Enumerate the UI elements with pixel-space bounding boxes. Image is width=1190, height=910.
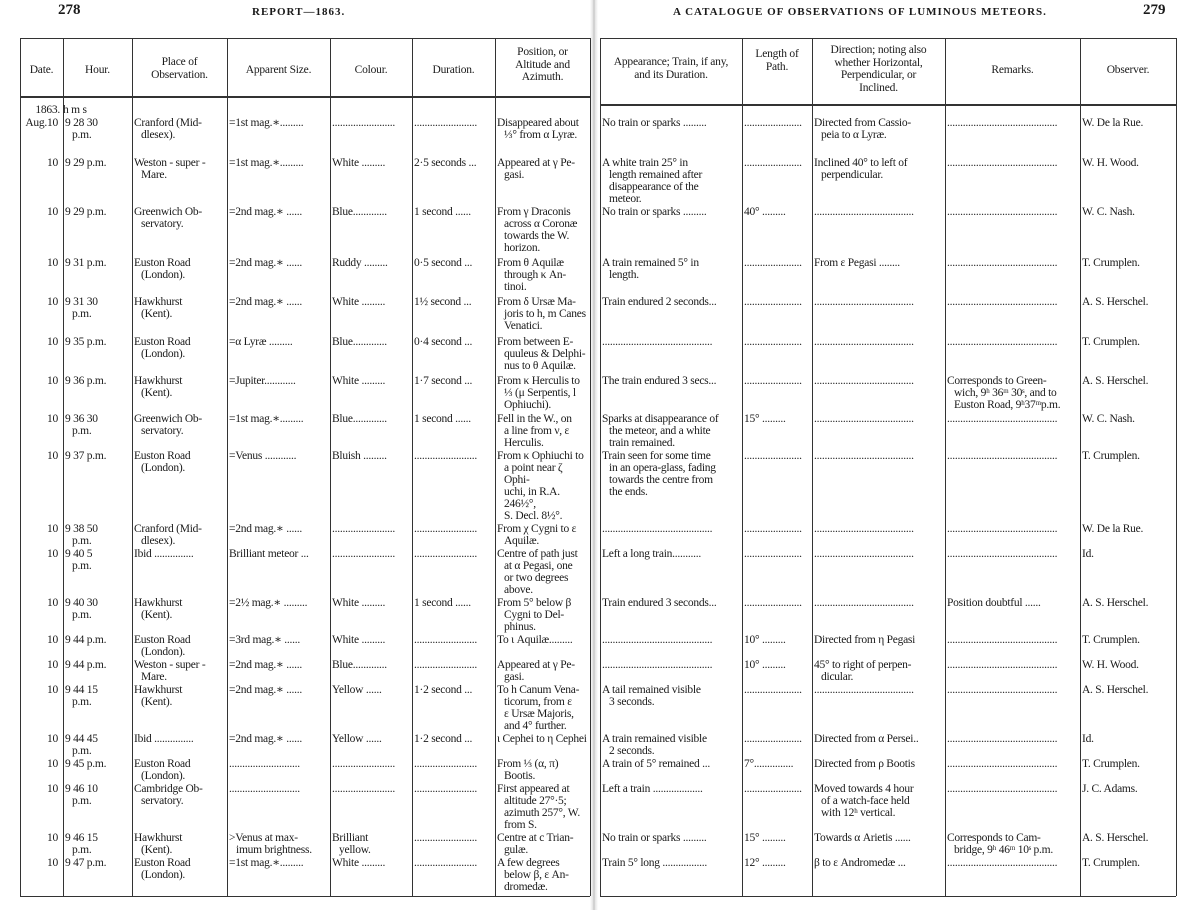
row-3-size: =2nd mag.∗ ...... [229,206,302,218]
header-rule [20,96,590,98]
column-rule [495,38,496,896]
row-9-hour: 9 37 p.m. [65,450,107,462]
row-7-date: 10 [47,375,58,387]
row-18-appearance: Left a train ................... [602,783,703,795]
row-10-hour: 9 38 50 p.m. [65,523,98,547]
header-duration: Duration. [432,64,475,76]
row-15-direction: ...................................... [814,684,914,696]
row-10-direction: ...................................... [814,523,914,535]
row-17-place: Euston Road (London). [134,758,191,782]
row-11-date: 10 [47,548,58,560]
row-8-length: 15° ......... [744,413,786,425]
row-14-remarks: .......................................... [947,659,1058,671]
row-10-size: =2nd mag.∗ ...... [229,523,302,535]
row-12-hour: 9 40 30 p.m. [65,597,98,621]
row-4-remarks: .......................................... [947,257,1058,269]
header-direction: Direction; noting also whether Horizontal, Perpendicular, or Inclined. [830,44,927,94]
row-5-colour: White ......... [332,296,386,308]
row-12-appearance: Train endured 3 seconds... [602,597,717,609]
row-18-direction: Moved towards 4 hour of a watch-face held with 12ʰ vertical. [814,783,914,819]
page-gutter [590,0,598,910]
row-12-remarks: Position doubtful ...... [947,597,1041,609]
row-6-hour: 9 35 p.m. [65,336,107,348]
row-19-appearance: No train or sparks ......... [602,832,707,844]
table-bottom-rule [20,896,590,897]
row-10-appearance: .......................................... [602,523,713,535]
row-10-position: From χ Cygni to ε Aquilæ. [497,523,577,547]
row-18-length: ...................... [744,783,802,795]
row-4-size: =2nd mag.∗ ...... [229,257,302,269]
row-18-remarks: .......................................... [947,783,1058,795]
row-10-duration: ........................ [414,523,477,535]
row-20-duration: ........................ [414,857,477,869]
column-rule [812,38,813,896]
row-7-appearance: The train endured 3 secs... [602,375,717,387]
row-4-date: 10 [47,257,58,269]
row-13-place: Euston Road (London). [134,634,191,658]
row-1-hour: 9 28 30 p.m. [65,117,98,141]
row-4-observer: T. Crumplen. [1082,257,1140,269]
column-rule [330,38,331,896]
column-rule [63,38,64,896]
row-4-duration: 0·5 second ... [414,257,473,269]
row-15-duration: 1·2 second ... [414,684,473,696]
row-8-observer: W. C. Nash. [1082,413,1135,425]
row-1-duration: ........................ [414,117,477,129]
row-12-place: Hawkhurst (Kent). [134,597,183,621]
row-16-direction: Directed from α Persei.. [814,733,919,745]
row-11-place: Ibid ............... [134,548,194,560]
row-19-size: >Venus at max- imum brightness. [229,832,312,856]
page-number: 279 [1143,2,1166,18]
row-20-remarks: .......................................... [947,857,1058,869]
row-9-colour: Bluish ......... [332,450,387,462]
row-2-length: ...................... [744,157,802,169]
row-19-duration: ........................ [414,832,477,844]
row-9-appearance: Train seen for some time in an opera-glass, fading towards the centre from the ends. [602,450,716,498]
row-2-place: Weston - super - Mare. [134,157,206,181]
row-17-duration: ........................ [414,758,477,770]
row-6-date: 10 [47,336,58,348]
row-14-appearance: .......................................... [602,659,713,671]
row-18-duration: ........................ [414,783,477,795]
row-16-appearance: A train remained visible 2 seconds. [602,733,707,757]
header-colour: Colour. [354,64,388,76]
row-15-hour: 9 44 15 p.m. [65,684,98,708]
header-position: Position, or Altitude and Azimuth. [515,46,570,83]
row-3-hour: 9 29 p.m. [65,206,107,218]
row-16-size: =2nd mag.∗ ...... [229,733,302,745]
header-date: Date. [29,64,54,76]
row-5-position: From δ Ursæ Ma- joris to h, m Canes Venatici. [497,296,586,332]
row-20-size: =1st mag.∗......... [229,857,304,869]
row-17-hour: 9 45 p.m. [65,758,107,770]
row-12-size: =2½ mag.∗ ......... [229,597,308,609]
row-20-observer: T. Crumplen. [1082,857,1140,869]
row-13-observer: T. Crumplen. [1082,634,1140,646]
row-20-length: 12° ......... [744,857,786,869]
column-rule [945,38,946,896]
row-18-observer: J. C. Adams. [1082,783,1138,795]
row-16-observer: Id. [1082,733,1094,745]
row-17-colour: ........................ [332,758,395,770]
row-12-position: From 5° below β Cygni to Del- phinus. [497,597,572,633]
row-15-observer: A. S. Herschel. [1082,684,1149,696]
row-13-length: 10° ......... [744,634,786,646]
row-15-position: To h Canum Vena- ticorum, from ε ε Ursæ Majoris, and 4° further. [497,684,580,732]
row-13-date: 10 [47,634,58,646]
row-15-place: Hawkhurst (Kent). [134,684,183,708]
row-11-duration: ........................ [414,548,477,560]
row-10-length: ...................... [744,523,802,535]
row-11-colour: ........................ [332,548,395,560]
row-10-observer: W. De la Rue. [1082,523,1144,535]
row-12-direction: ...................................... [814,597,914,609]
row-9-remarks: .......................................... [947,450,1058,462]
row-19-date: 10 [47,832,58,844]
row-6-remarks: .......................................... [947,336,1058,348]
row-13-position: To ι Aquilæ......... [497,634,573,646]
column-rule [412,38,413,896]
header-size: Apparent Size. [245,64,312,76]
row-6-duration: 0·4 second ... [414,336,473,348]
row-13-hour: 9 44 p.m. [65,634,107,646]
row-3-colour: Blue............. [332,206,387,218]
row-17-date: 10 [47,758,58,770]
running-head: A CATALOGUE OF OBSERVATIONS OF LUMINOUS METEORS. [673,6,1047,18]
row-7-place: Hawkhurst (Kent). [134,375,183,399]
row-2-appearance: A white train 25° in length remained after disappearance of the meteor. [602,157,703,205]
row-1-place: Cranford (Mid- dlesex). [134,117,202,141]
row-13-duration: ........................ [414,634,477,646]
row-18-hour: 9 46 10 p.m. [65,783,98,807]
row-2-duration: 2·5 seconds ... [414,157,477,169]
row-7-observer: A. S. Herschel. [1082,375,1149,387]
row-7-direction: ...................................... [814,375,914,387]
row-8-hour: 9 36 30 p.m. [65,413,98,437]
row-17-observer: T. Crumplen. [1082,758,1140,770]
row-4-appearance: A train remained 5° in length. [602,257,699,281]
row-15-remarks: .......................................... [947,684,1058,696]
row-8-appearance: Sparks at disappearance of the meteor, and a white train remained. [602,413,719,449]
row-4-direction: From ε Pegasi ........ [814,257,900,269]
table-top-rule [600,38,1176,39]
row-15-colour: Yellow ...... [332,684,382,696]
header-hour: Hour. [85,64,110,76]
table-bottom-rule [600,896,1176,897]
row-7-length: ...................... [744,375,802,387]
row-20-place: Euston Road (London). [134,857,191,881]
row-16-position: ι Cephei to η Cephei [497,733,587,745]
row-6-direction: ...................................... [814,336,914,348]
row-15-appearance: A tail remained visible 3 seconds. [602,684,701,708]
row-19-length: 15° ......... [744,832,786,844]
row-14-duration: ........................ [414,659,477,671]
row-10-place: Cranford (Mid- dlesex). [134,523,202,547]
row-8-remarks: .......................................... [947,413,1058,425]
row-2-remarks: .......................................... [947,157,1058,169]
row-16-date: 10 [47,733,58,745]
row-20-position: A few degrees below β, ε An- dromedæ. [497,857,569,893]
row-5-observer: A. S. Herschel. [1082,296,1149,308]
row-1-direction: Directed from Cassio- peia to α Lyræ. [814,117,911,141]
row-4-colour: Ruddy ......... [332,257,388,269]
row-17-length: 7°............... [744,758,794,770]
row-5-hour: 9 31 30 p.m. [65,296,98,320]
row-15-size: =2nd mag.∗ ...... [229,684,302,696]
row-18-colour: ........................ [332,783,395,795]
row-16-length: ...................... [744,733,802,745]
row-7-remarks: Corresponds to Green- wich, 9ʰ 36ᵐ 30ˢ, and to Euston Road, 9ʰ37ᵐp.m. [947,375,1061,411]
row-14-length: 10° ......... [744,659,786,671]
row-18-size: ........................... [229,783,300,795]
row-3-place: Greenwich Ob- servatory. [134,206,202,230]
row-2-date: 10 [47,157,58,169]
header-rule [600,104,1176,106]
row-8-place: Greenwich Ob- servatory. [134,413,202,437]
row-4-length: ...................... [744,257,802,269]
row-9-direction: ...................................... [814,450,914,462]
row-14-size: =2nd mag.∗ ...... [229,659,302,671]
row-9-position: From κ Ophiuchi to a point near ζ Ophi- uchi, in R.A. 246½°, S. Decl. 8½°. [497,450,584,522]
row-8-duration: 1 second ...... [414,413,471,425]
row-8-date: 10 [47,413,58,425]
row-1-colour: ........................ [332,117,395,129]
row-5-date: 10 [47,296,58,308]
row-19-colour: Brilliant yellow. [332,832,371,856]
row-19-direction: Towards α Arietis ...... [814,832,911,844]
row-6-position: From between E- quuleus & Delphi- nus to θ Aquilæ. [497,336,586,372]
row-13-size: =3rd mag.∗ ...... [229,634,301,646]
row-20-date: 10 [47,857,58,869]
row-6-length: ...................... [744,336,802,348]
year-label: 1863. [35,104,60,116]
row-3-length: 40° ......... [744,206,786,218]
row-3-position: From γ Draconis across α Coronæ towards the W. horizon. [497,206,578,254]
header-length: Length of Path. [755,48,799,73]
hms-label: h m s [63,104,87,116]
row-15-length: ...................... [744,684,802,696]
row-3-direction: ...................................... [814,206,914,218]
row-2-size: =1st mag.∗......... [229,157,304,169]
header-appearance: Appearance; Train, if any, and its Duration. [613,56,729,81]
column-rule [600,38,601,896]
table-top-rule [20,38,590,39]
column-rule [20,38,21,896]
row-11-position: Centre of path just at α Pegasi, one or two degrees above. [497,548,578,596]
row-10-colour: ........................ [332,523,395,535]
row-8-position: Fell in the W., on a line from ν, ε Herculis. [497,413,572,449]
row-3-appearance: No train or sparks ......... [602,206,707,218]
row-12-duration: 1 second ...... [414,597,471,609]
row-2-direction: Inclined 40° to left of perpendicular. [814,157,908,181]
row-13-appearance: .......................................... [602,634,713,646]
column-rule [227,38,228,896]
row-7-position: From κ Herculis to ⅓ (μ Serpentis, l Ophiuchi). [497,375,580,411]
row-2-position: Appeared at γ Pe- gasi. [497,157,575,181]
row-1-remarks: .......................................... [947,117,1058,129]
row-3-remarks: .......................................... [947,206,1058,218]
row-18-place: Cambridge Ob- servatory. [134,783,203,807]
row-14-position: Appeared at γ Pe- gasi. [497,659,575,683]
row-5-place: Hawkhurst (Kent). [134,296,183,320]
row-1-date: Aug.10 [25,117,58,129]
row-5-direction: ...................................... [814,296,914,308]
row-1-size: =1st mag.∗......... [229,117,304,129]
row-3-duration: 1 second ...... [414,206,471,218]
row-9-size: =Venus ............ [229,450,297,462]
row-11-remarks: .......................................... [947,548,1058,560]
column-rule [132,38,133,896]
row-19-remarks: Corresponds to Cam- bridge, 9ʰ 46ᵐ 10ˢ p.m. [947,832,1053,856]
row-20-hour: 9 47 p.m. [65,857,107,869]
row-1-position: Disappeared about ⅓° from α Lyræ. [497,117,579,141]
row-1-appearance: No train or sparks ......... [602,117,707,129]
row-6-place: Euston Road (London). [134,336,191,360]
row-16-remarks: .......................................... [947,733,1058,745]
row-7-hour: 9 36 p.m. [65,375,107,387]
row-10-remarks: .......................................... [947,523,1058,535]
row-8-colour: Blue............. [332,413,387,425]
row-6-appearance: .......................................... [602,336,713,348]
row-12-length: ...................... [744,597,802,609]
row-17-size: ........................... [229,758,300,770]
row-3-date: 10 [47,206,58,218]
row-2-observer: W. H. Wood. [1082,157,1139,169]
row-11-hour: 9 40 5 p.m. [65,548,93,572]
row-5-appearance: Train endured 2 seconds... [602,296,717,308]
row-17-remarks: .......................................... [947,758,1058,770]
row-12-date: 10 [47,597,58,609]
row-2-hour: 9 29 p.m. [65,157,107,169]
column-rule [590,38,591,896]
row-13-remarks: .......................................... [947,634,1058,646]
row-20-colour: White ......... [332,857,386,869]
row-19-place: Hawkhurst (Kent). [134,832,183,856]
row-5-remarks: .......................................... [947,296,1058,308]
row-1-observer: W. De la Rue. [1082,117,1144,129]
row-11-observer: Id. [1082,548,1094,560]
row-8-direction: ...................................... [814,413,914,425]
row-14-colour: Blue............. [332,659,387,671]
row-5-duration: 1½ second ... [414,296,472,308]
row-4-place: Euston Road (London). [134,257,191,281]
row-12-observer: A. S. Herschel. [1082,597,1149,609]
column-rule [742,38,743,896]
row-1-length: ...................... [744,117,802,129]
row-11-size: Brilliant meteor ... [229,548,309,560]
page-number: 278 [58,2,81,18]
header-observer: Observer. [1106,64,1150,76]
row-14-place: Weston - super - Mare. [134,659,206,683]
row-10-date: 10 [47,523,58,535]
row-17-position: From ⅓ (α, π) Bootis. [497,758,559,782]
row-19-hour: 9 46 15 p.m. [65,832,98,856]
row-18-date: 10 [47,783,58,795]
row-17-direction: Directed from ρ Bootis [814,758,915,770]
row-15-date: 10 [47,684,58,696]
row-19-observer: A. S. Herschel. [1082,832,1149,844]
row-3-observer: W. C. Nash. [1082,206,1135,218]
row-17-appearance: A train of 5° remained ... [602,758,710,770]
running-head: REPORT—1863. [252,6,346,18]
row-9-length: ...................... [744,450,802,462]
row-16-duration: 1·2 second ... [414,733,473,745]
row-4-position: From θ Aquilæ through κ An- tinoi. [497,257,566,293]
row-20-appearance: Train 5° long ................. [602,857,708,869]
column-rule [1176,38,1177,896]
row-5-size: =2nd mag.∗ ...... [229,296,302,308]
row-13-direction: Directed from η Pegasi [814,634,916,646]
row-6-observer: T. Crumplen. [1082,336,1140,348]
row-19-position: Centre at c Trian- gulæ. [497,832,574,856]
row-9-place: Euston Road (London). [134,450,191,474]
row-14-observer: W. H. Wood. [1082,659,1139,671]
row-11-length: ...................... [744,548,802,560]
row-20-direction: β to ε Andromedæ ... [814,857,906,869]
row-16-hour: 9 44 45 p.m. [65,733,98,757]
row-7-colour: White ......... [332,375,386,387]
row-13-colour: White ......... [332,634,386,646]
row-11-direction: ...................................... [814,548,914,560]
row-16-place: Ibid ............... [134,733,194,745]
row-9-date: 10 [47,450,58,462]
row-14-date: 10 [47,659,58,671]
row-9-duration: ........................ [414,450,477,462]
row-9-observer: T. Crumplen. [1082,450,1140,462]
row-5-length: ...................... [744,296,802,308]
row-8-size: =1st mag.∗......... [229,413,304,425]
column-rule [1080,38,1081,896]
header-remarks: Remarks. [991,64,1034,76]
row-6-colour: Blue............. [332,336,387,348]
row-7-size: =Jupiter............ [229,375,296,387]
row-6-size: =α Lyræ ......... [229,336,293,348]
row-18-position: First appeared at altitude 27°·5; azimuth 257°, W. from S. [497,783,580,831]
row-14-direction: 45° to right of perpen- dicular. [814,659,912,683]
row-12-colour: White ......... [332,597,386,609]
row-2-colour: White ......... [332,157,386,169]
row-4-hour: 9 31 p.m. [65,257,107,269]
header-place: Place of Observation. [151,56,208,81]
row-16-colour: Yellow ...... [332,733,382,745]
row-14-hour: 9 44 p.m. [65,659,107,671]
row-7-duration: 1·7 second ... [414,375,473,387]
row-11-appearance: Left a long train........... [602,548,702,560]
